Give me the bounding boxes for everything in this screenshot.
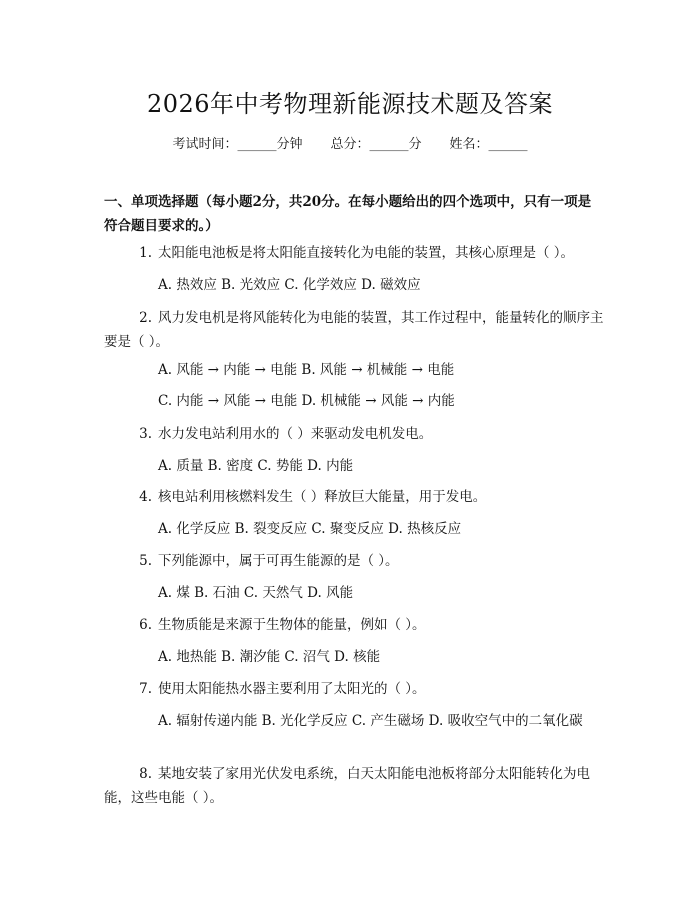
question-5-options: A. 煤 B. 石油 C. 天然气 D. 风能 <box>158 585 354 601</box>
question-1-options: A. 热效应 B. 光效应 C. 化学效应 D. 磁效应 <box>158 277 421 293</box>
question-number: 8. <box>139 766 152 782</box>
question-5 <box>104 549 604 573</box>
question-text: 风力发电机是将风能转化为电能的装置，其工作过程中，能量转化的顺序主要是（ ）。 <box>104 310 604 350</box>
question-7-options: A. 辐射传递内能 B. 光化学反应 C. 产生磁场 D. 吸收空气中的二氧化碳 <box>158 713 583 729</box>
question-number: 4. <box>139 489 152 505</box>
section-heading: 一、单项选择题（每小题2分，共20分。在每小题给出的四个选项中，只有一项是符合题目要求的。） <box>104 194 592 234</box>
question-3 <box>104 422 604 446</box>
question-text: 水力发电站利用水的（ ）来驱动发电机发电。 <box>158 426 433 442</box>
question-4 <box>104 485 604 509</box>
question-number: 6. <box>139 617 152 633</box>
exam-time-field: 考试时间：______分钟 <box>172 137 303 152</box>
question-2 <box>104 306 604 354</box>
question-text: 使用太阳能热水器主要利用了太阳光的（ ）。 <box>158 681 426 697</box>
student-name-field: 姓名：______ <box>449 137 528 152</box>
question-6-options: A. 地热能 B. 潮汐能 C. 沼气 D. 核能 <box>158 649 381 665</box>
question-2-options-row-1: A. 风能 → 内能 → 电能 B. 风能 → 机械能 → 电能 <box>158 362 455 378</box>
question-text: 太阳能电池板是将太阳能直接转化为电能的装置，其核心原理是（ ）。 <box>158 245 575 261</box>
question-text: 核电站利用核燃料发生（ ）释放巨大能量，用于发电。 <box>158 489 487 505</box>
question-7 <box>104 677 604 701</box>
question-4-options: A. 化学反应 B. 裂变反应 C. 聚变反应 D. 热核反应 <box>158 521 462 537</box>
question-6 <box>104 613 604 637</box>
question-1 <box>104 241 604 265</box>
question-text: 某地安装了家用光伏发电系统，白天太阳能电池板将部分太阳能转化为电能，这些电能（ ）。 <box>104 766 590 806</box>
question-number: 3. <box>139 426 152 442</box>
question-number: 1. <box>139 245 152 261</box>
question-8 <box>104 762 604 810</box>
question-text: 下列能源中，属于可再生能源的是（ ）。 <box>158 553 399 569</box>
question-text: 生物质能是来源于生物体的能量，例如（ ）。 <box>158 617 426 633</box>
question-number: 7. <box>139 681 152 697</box>
exam-meta <box>0 133 700 152</box>
total-score-field: 总分：______分 <box>330 137 422 152</box>
question-3-options: A. 质量 B. 密度 C. 势能 D. 内能 <box>158 458 354 474</box>
question-number: 5. <box>139 553 152 569</box>
question-number: 2. <box>139 310 152 326</box>
question-2-options-row-2: C. 内能 → 风能 → 电能 D. 机械能 → 风能 → 内能 <box>158 393 455 409</box>
document-title: 2026年中考物理新能源技术题及答案 <box>146 90 554 118</box>
